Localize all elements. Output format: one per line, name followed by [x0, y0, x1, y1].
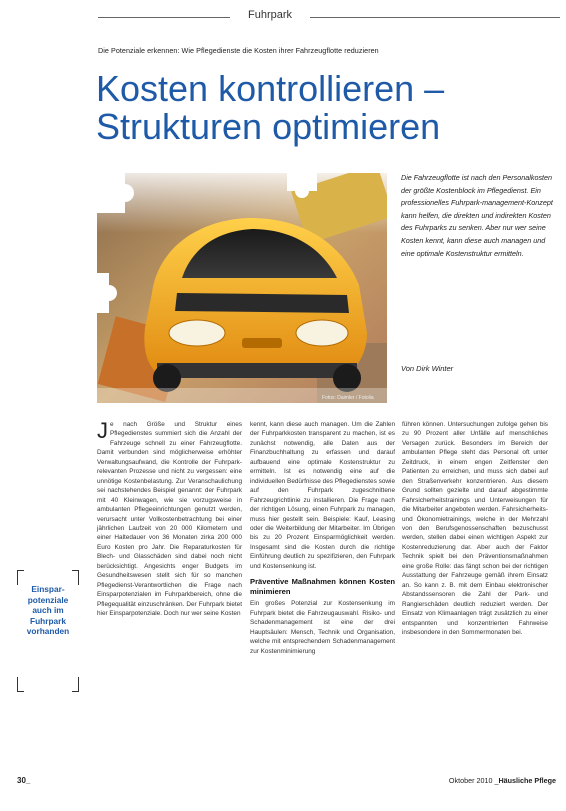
title-line-1: Kosten kontrollieren –: [96, 68, 445, 109]
body-text: führen können. Untersuchungen zufolge gehen bis zu 90 Prozent aller Unfälle auf menschliches Versagen zurück. Besonders im Bereich der ambulanten Pflege steht das Personal oft unter Zeitdruck, in einem engen Zeitfenster den Patienten zu erreichen, und muss sich dabei auf den Straßenverkehr konzentrieren. Aus diesem Grund sollten gezielte und darauf abgestimmte Fahrsicherheitstrainings und Unterweisungen für die Mitarbeiter angeboten werden. Fahrsicherheits- und Ökonomietrainings, welche in der Mehrzahl von den Berufsgenossenschaften bezuschusst werden, stellen dabei einen wichtigen Aspekt zur Kostenreduzierung dar. Aber auch der Faktor Technik spielt bei den Präventionsmaßnahmen eine große Rolle: das fängt schon bei der richtigen Ausstattung der Fahrzeuge gemäß ihrem Einsatz an. So kann z. B. mit dem Einbau elektronischer Abstandssensoren die Zahl der Park- und Rangierschäden deutlich reduziert werden. Der Einsatz von Klimaanlagen trägt zusätzlich zu einer entspannten und konzentrierten Fahrweise insbesondere in den Sommermonaten bei.: [402, 421, 548, 636]
section-label: Fuhrpark: [230, 9, 310, 21]
callout-line: vorhanden: [26, 626, 70, 636]
intro-teaser: Die Fahrzeugflotte ist nach den Personalkosten der größte Kostenblock im Pflegedienst. Ein professionelles Fuhrpark-management-Konzept kann helfen, die direkten und indirekten Kosten des Fuhrparks zu senken. Aber nur wer seine Kosten kennt, kann diese auch managen und eine optimale Kostenstruktur ermitteln.: [401, 173, 553, 258]
issue-date: Oktober 2010 _: [448, 776, 499, 785]
photo-credit: Fotos: Daimler / Fotolia: [322, 395, 374, 401]
section-subhead: Präventive Maßnahmen können Kosten minimieren: [250, 577, 395, 597]
callout-line: Fuhrpark: [30, 615, 66, 626]
side-callout: [17, 570, 79, 692]
callout-text: [19, 584, 77, 637]
footer-issue: [449, 776, 556, 785]
car-photo: [97, 173, 387, 403]
callout-line: auch im: [32, 605, 64, 615]
page-title: [96, 70, 536, 146]
page-number: 30_: [17, 776, 31, 785]
byline: Von Dirk Winter: [401, 364, 454, 373]
header-rule: [98, 17, 560, 18]
magazine-name: Häusliche Pflege: [498, 776, 556, 785]
body-column-2: [250, 420, 395, 656]
callout-line: potenziale: [27, 594, 69, 605]
corner-bracket: [72, 677, 79, 692]
corner-bracket: [17, 677, 24, 692]
corner-bracket: [72, 570, 79, 585]
body-text: Ein großes Potenzial zur Kostensenkung im Fuhrpark bietet die Fahrzeugauswahl. Risiko- und Schadenmanagement ist eine der drei Hauptsäulen: Mensch, Technik und Organisation, welche mit entsprechendem Schadenmanagement zur Kostenminimierung: [250, 600, 395, 655]
body-text: kennt, kann diese auch managen. Um die Zahlen der Fuhrparkkosten transparent zu machen, ist es zunächst notwendig, alle Daten aus der Finanzbuchhaltung zu erfassen und darauf aufbauend eine optimale Kostenstruktur zu ermitteln. Ist es notwendig eine auf die individuellen Bedürfnisse des Pflegedienstes sowie auf den Fuhrpark zugeschnittene Fahrzeugrichtlinie zu installieren. Die Frage nach der richtigen Lösung, einen Fuhrpark zu managen, muss hier gestellt sein. Beispiele: Kauf, Leasing oder die Weiterbildung der Mitarbeiter. Im Übrigen bis zu 20 Prozent Einsparmöglichkeit werden. Insgesamt sind die Kosten durch die richtige Einführung deutlich zu spezifizieren, den Fuhrpark und Kostensenkung ist.: [250, 421, 395, 570]
body-column-3: [402, 420, 548, 637]
title-line-2: Strukturen optimieren: [96, 106, 441, 147]
callout-line: Einspar-: [31, 584, 65, 594]
body-column-1: [97, 420, 242, 619]
kicker: Die Potenziale erkennen: Wie Pflegedienste die Kosten ihrer Fahrzeugflotte reduzieren: [98, 46, 379, 55]
drop-cap: J: [97, 418, 108, 443]
corner-bracket: [17, 570, 24, 585]
body-text: e nach Größe und Struktur eines Pflegedienstes summiert sich die Anzahl der Fahrzeuge schnell zu einer Fahrzeugflotte. Damit verbunden sind möglicherweise erhöhter Verwaltungsaufwand, die Kontrolle der Fuhrpark-relevanten Prozesse und nicht zu vergessen: eine unnötige Kostenbelastung. Zur Veranschaulichung sei nachstehendes Beispiel genannt: der Fuhrpark mit 40 Kleinwagen, wie sie vorzugsweise in ambulanten Pflegeeinrichtungen genutzt werden, verursacht unter Vollkostenbetrachtung bei einer jährlichen Laufzeit von 20 000 Kilometern und einer Haltedauer von 36 Monaten zirka 200 000 Euro Kosten pro Jahr. Die Reparaturkosten für Blech- und Glasschäden sind dabei noch nicht berücksichtigt. Angesichts enger Budgets im Gesundheitswesen stellt sich für so manchen Pflegedienst-Verantwortlichen die Frage nach Einsparpotenzialen im Fuhrparkbereich, ohne die Pflegequalität einzuschränken. Der Fuhrpark bietet hier Einsparpotenziale. Doch nur wer seine Kosten: [97, 421, 242, 618]
